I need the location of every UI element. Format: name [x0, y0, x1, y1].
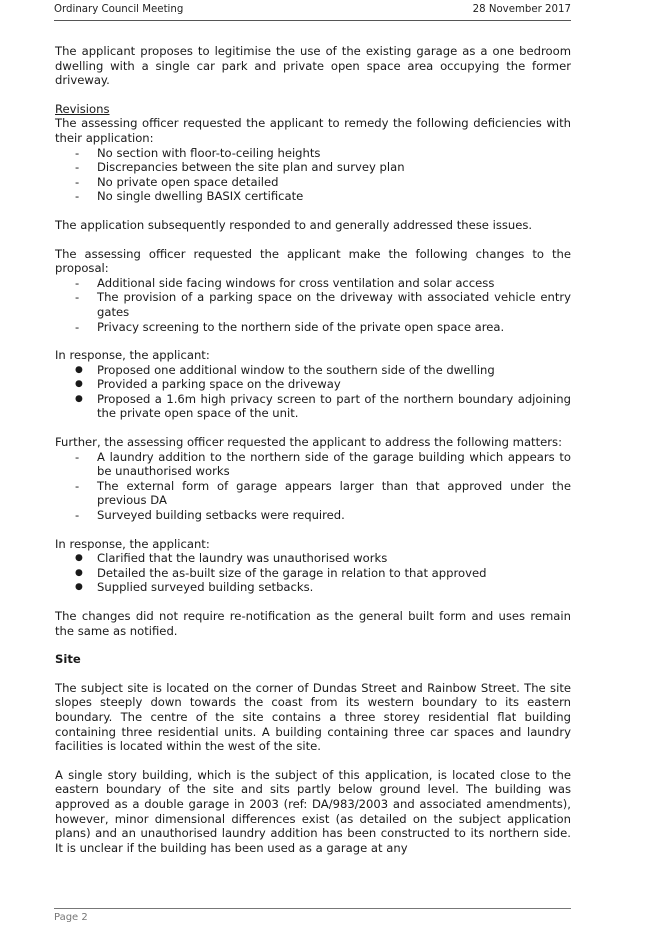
meeting-date: 28 November 2017 — [472, 4, 571, 15]
list-item-text: The external form of garage appears larger than that approved under the previous DA — [97, 478, 571, 508]
list-item — [55, 189, 571, 204]
list-item-text: A laundry addition to the northern side of the garage building which appears to be unauthorised works — [97, 449, 571, 479]
list-marker: ● — [75, 567, 83, 578]
list-item-text: Proposed one additional window to the southern side of the dwelling — [97, 362, 495, 377]
site-paragraph-1: The subject site is located on the corner of Dundas Street and Rainbow Street. The site slopes steeply down towards the coast from its western boundary to its eastern boundary. The centre of the site contains a three storey residential flat building containing three residential units. A building containing three car spaces and laundry facilities is located within the west of the site. — [55, 680, 571, 754]
matters-list — [55, 450, 571, 523]
header-divider — [54, 20, 571, 21]
responded-paragraph: The application subsequently responded to and generally addressed these issues. — [55, 217, 533, 232]
meeting-title: Ordinary Council Meeting — [54, 4, 184, 15]
list-marker: - — [75, 508, 80, 523]
page-number: Page 2 — [54, 912, 88, 923]
renotification-paragraph: The changes did not require re-notification as the general built form and uses remain the same as notified. — [55, 609, 571, 638]
changes-list — [55, 276, 571, 334]
response1-intro: In response, the applicant: — [55, 348, 210, 363]
page-header — [54, 4, 571, 15]
list-marker: - — [75, 478, 80, 493]
response1-list — [55, 363, 571, 421]
list-item — [55, 363, 571, 378]
list-item — [55, 392, 571, 421]
list-marker: - — [75, 290, 80, 305]
list-item-text: No single dwelling BASIX certificate — [97, 189, 304, 204]
list-item — [55, 160, 571, 175]
list-marker: - — [75, 145, 80, 160]
list-item — [55, 276, 571, 291]
footer-divider — [54, 908, 571, 909]
deficiencies-list — [55, 146, 571, 204]
list-marker: - — [75, 449, 80, 464]
list-marker: ● — [75, 364, 83, 375]
changes-intro: The assessing officer requested the applicant make the following changes to the proposal: — [55, 246, 571, 276]
list-marker: - — [75, 189, 80, 204]
list-item — [55, 479, 571, 508]
list-item — [55, 580, 571, 595]
list-item-text: Detailed the as-built size of the garage in relation to that approved — [97, 565, 487, 580]
list-item — [55, 566, 571, 581]
list-item-text: Additional side facing windows for cross ventilation and solar access — [97, 275, 495, 290]
list-item-text: Clarified that the laundry was unauthorised works — [97, 551, 388, 566]
document-body — [55, 44, 571, 869]
list-item-text: The provision of a parking space on the driveway with associated vehicle entry gates — [97, 290, 571, 319]
list-item — [55, 508, 571, 523]
list-item-text: Proposed a 1.6m high privacy screen to part of the northern boundary adjoining the private open space of the unit. — [97, 391, 571, 421]
list-item-text: No section with floor-to-ceiling heights — [97, 145, 321, 160]
list-item — [55, 290, 571, 319]
list-item — [55, 320, 571, 335]
response2-list — [55, 551, 571, 595]
list-marker: - — [75, 174, 80, 189]
site-heading: Site — [55, 652, 81, 667]
list-item-text: Surveyed building setbacks were required. — [97, 508, 345, 523]
revisions-intro: The assessing officer requested the applicant to remedy the following deficiencies with their application: — [55, 116, 571, 145]
list-marker: - — [75, 319, 80, 334]
list-item — [55, 450, 571, 479]
list-item-text: Provided a parking space on the driveway — [97, 377, 341, 392]
list-marker: ● — [75, 582, 83, 593]
list-item — [55, 175, 571, 190]
list-item-text: Discrepancies between the site plan and survey plan — [97, 160, 405, 175]
further-intro: Further, the assessing officer requested the applicant to address the following matters: — [55, 435, 562, 450]
list-marker: - — [75, 275, 80, 290]
revisions-heading: Revisions — [55, 101, 110, 116]
list-marker: ● — [75, 393, 83, 404]
intro-paragraph: The applicant proposes to legitimise the use of the existing garage as a one bedroom dwelling with a single car park and private open space area occupying the former driveway. — [55, 44, 571, 88]
response2-intro: In response, the applicant: — [55, 536, 210, 551]
list-item — [55, 146, 571, 161]
list-item — [55, 551, 571, 566]
list-marker: ● — [75, 553, 83, 564]
list-marker: - — [75, 160, 80, 175]
list-item-text: Privacy screening to the northern side of the private open space area. — [97, 319, 505, 334]
list-item — [55, 377, 571, 392]
list-item-text: Supplied surveyed building setbacks. — [97, 580, 314, 595]
site-paragraph-2: A single story building, which is the subject of this application, is located close to the eastern boundary of the site and sits partly below ground level. The building was approved as a double garage in 2003 (ref: DA/983/2003 and associated amendments), however, minor dimensional differences exist (as detailed on the subject application plans) and an unauthorised laundry addition has been constructed to its northern side. It is unclear if the building has been used as a garage at any — [55, 767, 571, 855]
list-marker: ● — [75, 379, 83, 390]
list-item-text: No private open space detailed — [97, 174, 279, 189]
